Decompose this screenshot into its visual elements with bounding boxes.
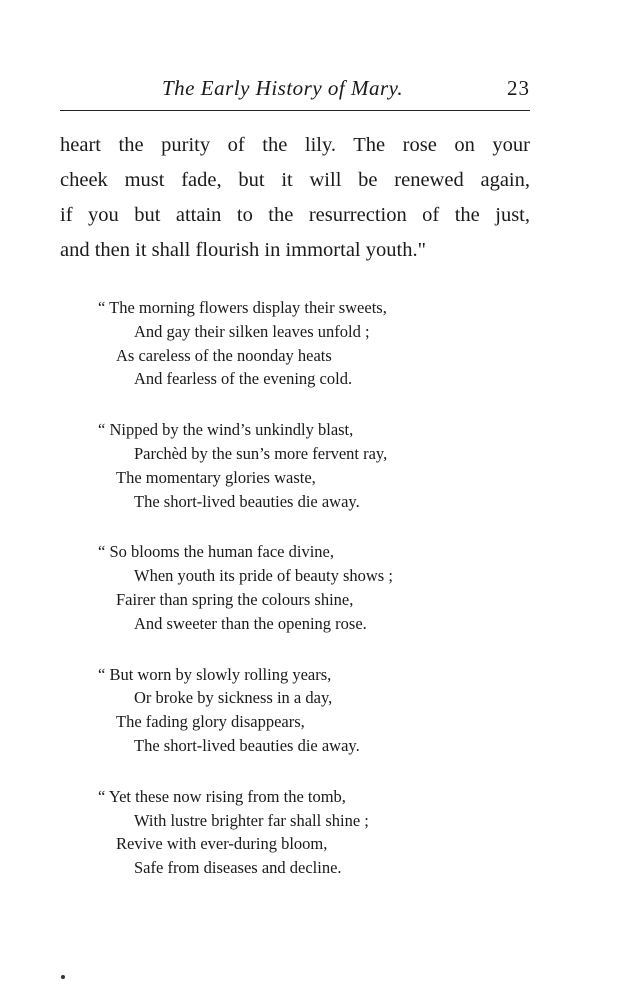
prose-line: cheek must fade, but it will be renewed again,	[60, 169, 530, 191]
verse-line: And sweeter than the opening rose.	[134, 613, 367, 633]
verse-line: Parchèd by the sun’s more fervent ray,	[134, 443, 388, 463]
verse-line: When youth its pride of beauty shows ;	[134, 566, 393, 586]
prose-line: heart the purity of the lily. The rose on your	[60, 134, 530, 156]
stanza	[98, 785, 518, 880]
verse-line: Safe from diseases and decline.	[134, 858, 342, 878]
stanza	[98, 663, 518, 758]
header-rule	[60, 110, 530, 111]
verse-line: The short-lived beauties die away.	[134, 491, 360, 511]
verse-line: Fairer than spring the colours shine,	[116, 589, 354, 609]
verse-line: “ Nipped by the wind’s unkindly blast,	[98, 420, 354, 440]
verse-line: The fading glory disappears,	[116, 712, 305, 732]
prose-line: and then it shall flourish in immortal youth."	[60, 239, 426, 261]
verse-line: The short-lived beauties die away.	[134, 735, 360, 755]
ink-dot	[61, 975, 65, 979]
page-number: 23	[507, 76, 530, 100]
verse-line: The momentary glories waste,	[116, 467, 316, 487]
verse-line: And gay their silken leaves unfold ;	[134, 321, 370, 341]
verse-line: With lustre brighter far shall shine ;	[134, 810, 369, 830]
prose-line: if you but attain to the resurrection of the just,	[60, 204, 530, 226]
stanza	[98, 296, 518, 391]
running-title: The Early History of Mary.	[162, 76, 404, 100]
verse-line: And fearless of the evening cold.	[134, 369, 353, 389]
verse-line: “ Yet these now rising from the tomb,	[98, 786, 346, 806]
verse-line: “ The morning flowers display their sweets,	[98, 298, 387, 317]
running-head	[60, 76, 530, 106]
prose-paragraph	[60, 128, 530, 268]
stanza	[98, 418, 518, 513]
verse-line: “ But worn by slowly rolling years,	[98, 664, 332, 684]
poem	[98, 296, 518, 907]
verse-line: Revive with ever-during bloom,	[116, 834, 328, 854]
verse-line: As careless of the noonday heats	[116, 345, 332, 365]
verse-line: Or broke by sickness in a day,	[134, 688, 333, 708]
stanza	[98, 540, 518, 635]
verse-line: “ So blooms the human face divine,	[98, 542, 334, 562]
